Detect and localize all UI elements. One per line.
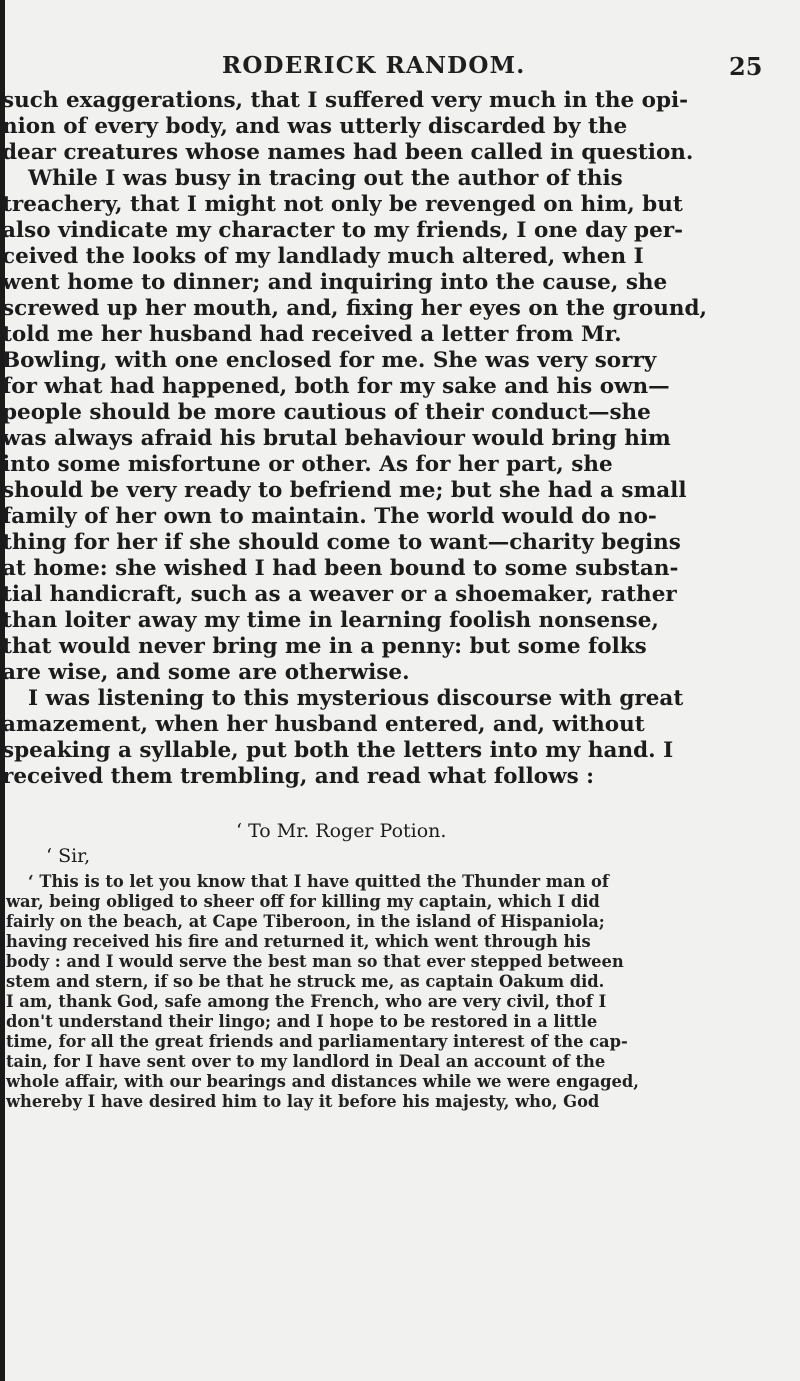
body-line: into some misfortune or other. As for her part, she — [2, 452, 613, 477]
body-line: was always afraid his brutal behaviour would bring him — [2, 426, 671, 451]
letter-line: time, for all the great friends and parliamentary interest of the cap- — [6, 1032, 628, 1051]
page-number: 25 — [729, 52, 763, 81]
body-line: should be very ready to befriend me; but she had a small — [2, 478, 687, 503]
body-line: at home: she wished I had been bound to some substan- — [2, 556, 679, 581]
body-line: treachery, that I might not only be revenged on him, but — [2, 192, 683, 217]
body-line: for what had happened, both for my sake and his own— — [2, 374, 670, 399]
letter-line: don't understand their lingo; and I hope to be restored in a little — [6, 1012, 598, 1031]
body-line: tial handicraft, such as a weaver or a shoemaker, rather — [2, 582, 677, 607]
body-line: family of her own to maintain. The world would do no- — [2, 504, 657, 529]
body-line: thing for her if she should come to want—charity begins — [2, 530, 681, 555]
body-line: told me her husband had received a letter from Mr. — [2, 322, 622, 347]
body-line: screwed up her mouth, and, fixing her eyes on the ground, — [2, 296, 707, 321]
body-line: While I was busy in tracing out the author of this — [28, 166, 623, 191]
letter-line: ‘ This is to let you know that I have quitted the Thunder man of — [28, 872, 609, 891]
body-line: amazement, when her husband entered, and, without — [2, 712, 645, 737]
body-line: such exaggerations, that I suffered very much in the opi- — [2, 88, 689, 113]
page-header — [0, 52, 800, 82]
body-line: speaking a syllable, put both the letters into my hand. I — [2, 738, 674, 763]
letter-line: I am, thank God, safe among the French, who are very civil, thof I — [6, 992, 607, 1011]
body-line: that would never bring me in a penny: but some folks — [2, 634, 647, 659]
body-line: also vindicate my character to my friends, I one day per- — [2, 218, 684, 243]
body-line: people should be more cautious of their conduct—she — [2, 400, 651, 425]
letter-address: ‘ To Mr. Roger Potion. — [236, 820, 447, 842]
body-line: ceived the looks of my landlady much altered, when I — [2, 244, 644, 269]
letter-line: whole affair, with our bearings and distances while we were engaged, — [6, 1072, 639, 1091]
letter-line: having received his fire and returned it, which went through his — [6, 932, 591, 951]
body-line: received them trembling, and read what follows : — [2, 764, 595, 789]
body-line: went home to dinner; and inquiring into the cause, she — [2, 270, 668, 295]
letter-line: whereby I have desired him to lay it before his majesty, who, God — [6, 1092, 600, 1111]
letter-line: tain, for I have sent over to my landlord in Deal an account of the — [6, 1052, 606, 1071]
letter-line: war, being obliged to sheer off for killing my captain, which I did — [6, 892, 600, 911]
body-line: are wise, and some are otherwise. — [2, 660, 410, 685]
body-line: nion of every body, and was utterly discarded by the — [2, 114, 628, 139]
letter-line: fairly on the beach, at Cape Tiberoon, in the island of Hispaniola; — [6, 912, 605, 931]
letter-salutation: ‘ Sir, — [46, 845, 91, 867]
body-line: than loiter away my time in learning foolish nonsense, — [2, 608, 659, 633]
body-line: Bowling, with one enclosed for me. She was very sorry — [2, 348, 657, 373]
body-line: I was listening to this mysterious discourse with great — [28, 686, 684, 711]
letter-line: body : and I would serve the best man so that ever stepped between — [6, 952, 624, 971]
letter-line: stem and stern, if so be that he struck me, as captain Oakum did. — [6, 972, 605, 991]
running-title: RODERICK RANDOM. — [222, 52, 526, 79]
body-line: dear creatures whose names had been called in question. — [2, 140, 694, 165]
